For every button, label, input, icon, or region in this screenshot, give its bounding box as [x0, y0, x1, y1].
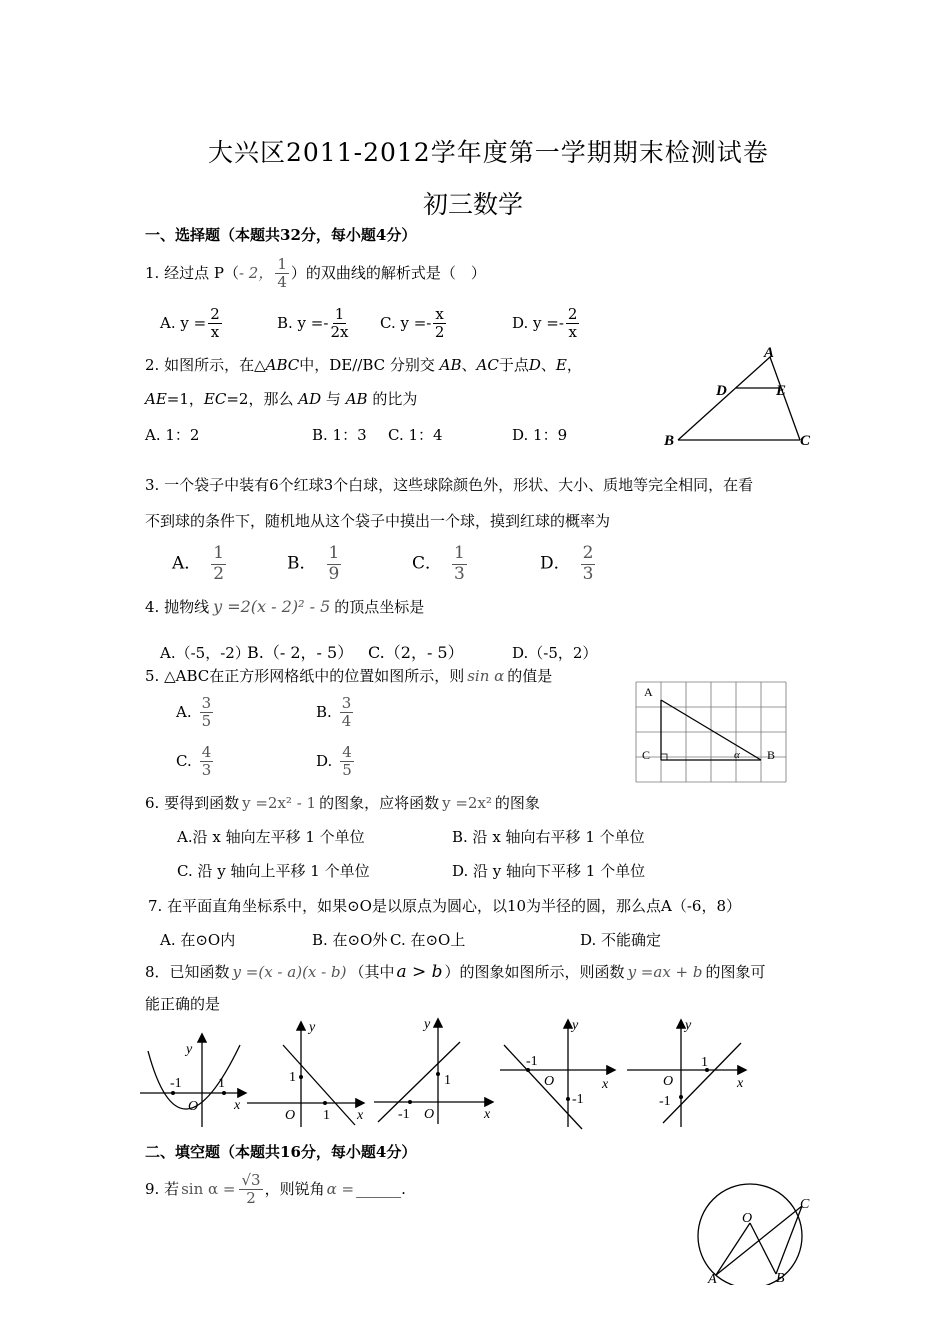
vertex-a-label: A: [764, 345, 775, 361]
svg-text:x: x: [737, 1076, 744, 1091]
section-2-heading: 二、填空题（本题共16分，每小题4分）: [145, 1143, 417, 1161]
svg-text:O: O: [663, 1074, 674, 1089]
q4-option-a: A.（-5，-2）: [160, 644, 250, 662]
question-8-line-1: 8．已知函数 y =(x - a)(x - b) （其中 a > b ）的图象如图所示，则函数 y =ax + b 的图象可: [145, 962, 766, 982]
svg-text:O: O: [424, 1107, 435, 1122]
svg-text:y: y: [309, 1020, 316, 1035]
q3-option-b: B． $\frac{1}{9}$: [287, 543, 340, 584]
question-5: 5. △ABC在正方形网格纸中的位置如图所示，则 sin α 的值是: [145, 667, 553, 685]
vertex-c-label: C: [800, 433, 811, 449]
question-4: 4. 抛物线 y =2(x - 2)² - 5 的顶点坐标是: [145, 597, 425, 616]
q2-option-b: B. 1：3: [312, 426, 367, 444]
q7-option-a: A. 在⊙O内: [160, 931, 236, 949]
svg-text:y: y: [685, 1018, 692, 1033]
svg-text:x: x: [357, 1108, 364, 1123]
q3-option-d: D． $\frac{2}{3}$: [540, 543, 594, 584]
q5-option-a: A. $\frac{3}{5}$: [176, 694, 212, 731]
circle-c-label: C: [800, 1197, 810, 1212]
q3-option-c: C． $\frac{1}{3}$: [412, 543, 465, 584]
point-e-label: E: [776, 383, 787, 399]
svg-text:y: y: [186, 1042, 193, 1057]
answer-blank[interactable]: ______.: [356, 1179, 406, 1198]
q7-option-b: B. 在⊙O外: [312, 931, 388, 949]
angle-alpha-label: α: [734, 749, 740, 761]
q5-option-c: C. $\frac{4}{3}$: [176, 743, 212, 780]
q1-option-c: C. y =- $\frac{x}{2}$: [380, 305, 445, 342]
exam-subtitle: 初三数学: [423, 190, 524, 219]
q4-option-d: D.（-5，2）: [512, 644, 598, 662]
grid-triangle-figure: [634, 680, 790, 786]
question-2-line-2: AE=1，EC=2，那么 AD 与 AB 的比为: [145, 390, 418, 408]
svg-text:1: 1: [444, 1073, 451, 1088]
question-6: 6. 要得到函数 y =2x² - 1 的图象，应将函数 y =2x² 的图象: [145, 794, 540, 812]
fraction: $\frac{1}{4}$: [277, 255, 287, 292]
q1-option-d: D. y =- $\frac{2}{x}$: [512, 305, 578, 342]
svg-text:-1: -1: [526, 1054, 538, 1069]
svg-text:O: O: [188, 1099, 199, 1114]
triangle-de-bc-figure: [660, 345, 820, 450]
q5-option-d: D. $\frac{4}{5}$: [316, 743, 352, 780]
graph-option-a: [245, 1015, 370, 1130]
svg-text:1: 1: [218, 1076, 225, 1091]
section-1-heading: 一、选择题（本题共32分，每小题4分）: [145, 226, 417, 244]
grid-vertex-a-label: A: [644, 685, 653, 699]
q6-option-a: A.沿 x 轴向左平移 1 个单位: [177, 828, 365, 846]
point-d-label: D: [716, 383, 727, 399]
question-3-line-2: 不到球的条件下，随机地从这个袋子中摸出一个球，摸到红球的概率为: [145, 512, 611, 530]
q7-option-c: C. 在⊙O上: [390, 931, 466, 949]
q6-option-b: B. 沿 x 轴向右平移 1 个单位: [452, 828, 645, 846]
svg-text:-1: -1: [398, 1107, 410, 1122]
q1-option-b: B. y =- $\frac{1}{2x}$: [277, 305, 349, 342]
q6-option-d: D. 沿 y 轴向下平移 1 个单位: [452, 862, 646, 880]
graph-option-c: [498, 1015, 623, 1130]
grid-vertex-b-label: B: [767, 748, 776, 762]
svg-text:-1: -1: [572, 1092, 584, 1107]
q6-option-c: C. 沿 y 轴向上平移 1 个单位: [177, 862, 370, 880]
question-2-line-1: 2. 如图所示，在△ABC中，DE//BC 分别交 AB、AC于点D、E，: [145, 356, 582, 374]
svg-text:1: 1: [323, 1108, 330, 1123]
circle-inscribed-angle-figure: [690, 1180, 820, 1285]
question-3-line-1: 3. 一个袋子中装有6个红球3个白球，这些球除颜色外，形状、大小、质地等完全相同，在看: [145, 476, 754, 494]
q4-option-c: C.（2，- 5）: [368, 643, 464, 662]
question-7: 7. 在平面直角坐标系中，如果⊙O是以原点为圆心，以10为半径的圆，那么点A（-6，8）: [148, 897, 742, 915]
exam-title: 大兴区2011-2012学年度第一学期期末检测试卷: [208, 138, 769, 167]
q7-option-d: D. 不能确定: [580, 931, 662, 949]
graph-option-b: [372, 1012, 497, 1127]
svg-text:O: O: [544, 1074, 555, 1089]
svg-text:x: x: [234, 1098, 241, 1113]
question-9: 9. 若 sin α = $\frac{√3}{2}$ ，则锐角 α = ______.: [145, 1171, 406, 1208]
parabola-graph: [140, 1015, 250, 1130]
q3-option-a: A． $\frac{1}{2}$: [172, 543, 225, 584]
vertex-b-label: B: [664, 433, 675, 449]
svg-text:x: x: [602, 1077, 609, 1092]
graph-option-d: [625, 1015, 753, 1130]
svg-text:y: y: [424, 1017, 431, 1032]
svg-text:x: x: [484, 1107, 491, 1122]
question-8-line-2: 能正确的是: [145, 995, 221, 1013]
q2-option-a: A. 1：2: [145, 426, 200, 444]
question-1: 1. 经过点 P（- 2， $\frac{1}{4}$ ）的双曲线的解析式是（ ）: [145, 255, 486, 292]
q2-option-d: D. 1：9: [512, 426, 568, 444]
svg-text:-1: -1: [170, 1076, 182, 1091]
q2-option-c: C. 1：4: [388, 426, 443, 444]
q5-option-b: B. $\frac{3}{4}$: [316, 694, 352, 731]
grid-vertex-c-label: C: [642, 748, 651, 762]
circle-a-label: A: [708, 1272, 717, 1285]
svg-text:-1: -1: [659, 1094, 671, 1109]
svg-text:1: 1: [701, 1055, 708, 1070]
svg-text:1: 1: [289, 1070, 296, 1085]
center-o-label: O: [742, 1211, 753, 1226]
circle-b-label: B: [776, 1271, 785, 1285]
q4-option-b: B.（- 2，- 5）: [247, 643, 354, 662]
q1-option-a: A. y = $\frac{2}{x}$: [160, 305, 220, 342]
svg-text:y: y: [572, 1018, 579, 1033]
svg-text:O: O: [285, 1108, 296, 1123]
